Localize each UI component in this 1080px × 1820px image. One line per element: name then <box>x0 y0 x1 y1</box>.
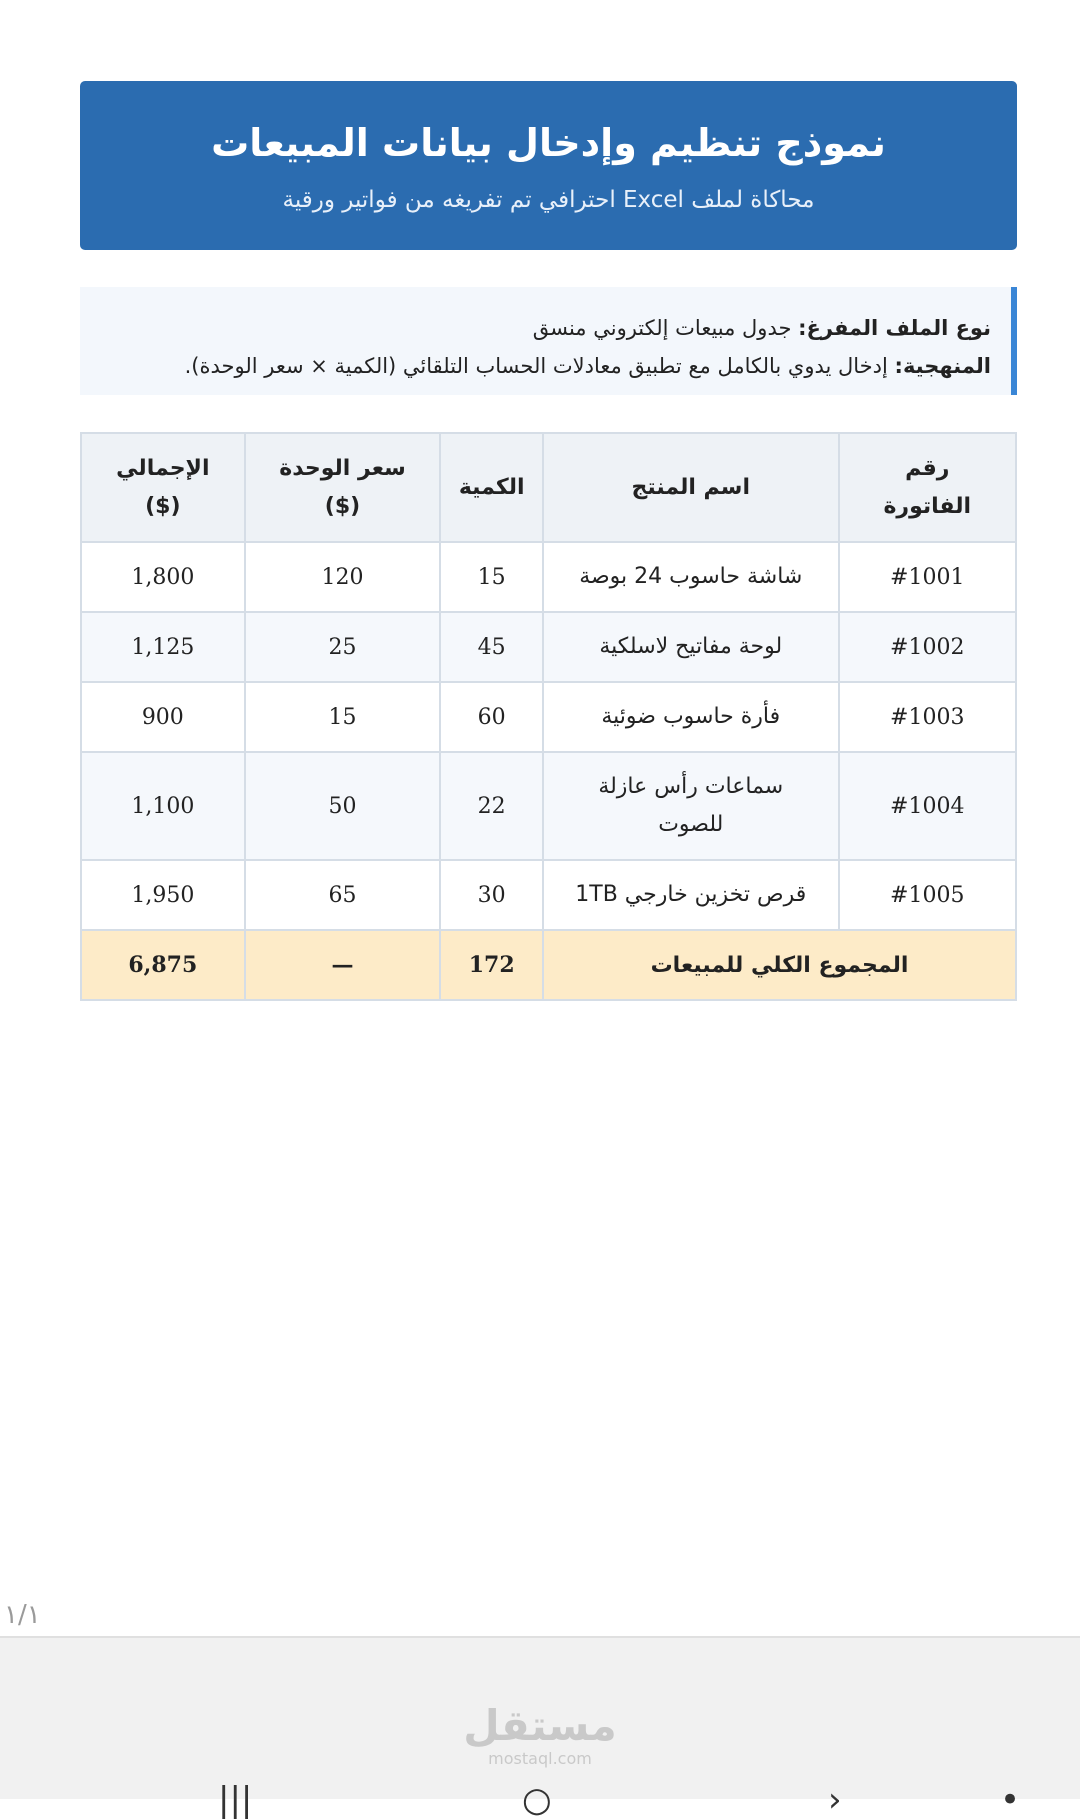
viewer-footer <box>0 1636 1080 1820</box>
header-total: الإجمالي ($) <box>81 433 245 542</box>
method-label: المنهجية: <box>894 354 991 378</box>
header-banner <box>80 81 1017 250</box>
table-row <box>81 860 1016 930</box>
cell-product: لوحة مفاتيح لاسلكية <box>543 612 838 682</box>
logo-url: mostaql.com <box>488 1749 592 1768</box>
method-value: إدخال يدوي بالكامل مع تطبيق معادلات الحساب التلقائي (الكمية × سعر الوحدة). <box>184 354 888 378</box>
cell-total: 1,100 <box>81 752 245 860</box>
more-icon[interactable]: • <box>1000 1780 1021 1820</box>
cell-product: سماعات رأس عازلة للصوت <box>543 752 838 860</box>
cell-product: شاشة حاسوب 24 بوصة <box>543 542 838 612</box>
header-quantity: الكمية <box>440 433 543 542</box>
cell-unit-price: 50 <box>245 752 441 860</box>
cell-quantity: 30 <box>440 860 543 930</box>
cell-quantity: 15 <box>440 542 543 612</box>
back-icon[interactable]: ‹ <box>828 1780 842 1820</box>
file-type-label: نوع الملف المفرغ: <box>798 316 991 340</box>
cell-product: قرص تخزين خارجي 1TB <box>543 860 838 930</box>
table-row <box>81 612 1016 682</box>
table-row <box>81 752 1016 860</box>
table-row <box>81 682 1016 752</box>
table-header-row <box>81 433 1016 542</box>
cell-invoice: #1004 <box>839 752 1017 860</box>
mostaql-logo <box>0 1701 1080 1768</box>
cell-total: 1,125 <box>81 612 245 682</box>
table-row <box>81 542 1016 612</box>
cell-total: 1,950 <box>81 860 245 930</box>
cell-invoice: #1001 <box>839 542 1017 612</box>
header-unit-price: سعر الوحدة ($) <box>245 433 441 542</box>
cell-total: 900 <box>81 682 245 752</box>
cell-invoice: #1002 <box>839 612 1017 682</box>
cell-product: فأرة حاسوب ضوئية <box>543 682 838 752</box>
total-unit-price: — <box>245 930 441 1000</box>
sales-table <box>80 432 1017 1001</box>
total-amount: 6,875 <box>81 930 245 1000</box>
home-icon[interactable]: ○ <box>522 1780 552 1820</box>
file-type-value: جدول مبيعات إلكتروني منسق <box>532 316 792 340</box>
cell-invoice: #1005 <box>839 860 1017 930</box>
header-product: اسم المنتج <box>543 433 838 542</box>
cell-quantity: 60 <box>440 682 543 752</box>
page-title: نموذج تنظيم وإدخال بيانات المبيعات <box>211 121 886 165</box>
logo-text: مستقل <box>463 1701 617 1750</box>
cell-quantity: 45 <box>440 612 543 682</box>
cell-unit-price: 65 <box>245 860 441 930</box>
total-label: المجموع الكلي للمبيعات <box>543 930 1016 1000</box>
info-box <box>80 287 1017 395</box>
cell-unit-price: 120 <box>245 542 441 612</box>
table-total-row <box>81 930 1016 1000</box>
cell-total: 1,800 <box>81 542 245 612</box>
page-indicator: ١/١ <box>4 1600 41 1630</box>
method-line <box>100 347 991 385</box>
cell-invoice: #1003 <box>839 682 1017 752</box>
cell-unit-price: 15 <box>245 682 441 752</box>
cell-quantity: 22 <box>440 752 543 860</box>
total-quantity: 172 <box>440 930 543 1000</box>
menu-icon[interactable]: ||| <box>218 1780 253 1820</box>
file-type-line <box>100 309 991 347</box>
page-subtitle: محاكاة لملف Excel احترافي تم تفريغه من فواتير ورقية <box>282 186 815 213</box>
cell-unit-price: 25 <box>245 612 441 682</box>
header-invoice: رقم الفاتورة <box>839 433 1017 542</box>
